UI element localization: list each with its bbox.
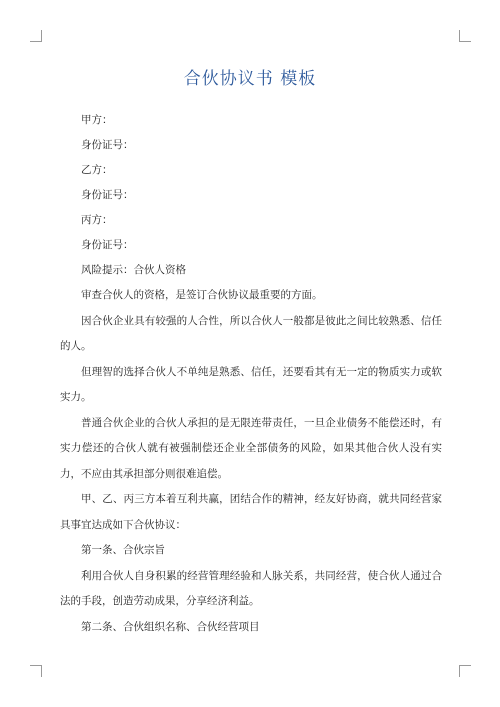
article-heading: 第二条、合伙组织名称、合伙经营项目 [81, 620, 260, 633]
paragraph: 甲、乙、丙三方本着互利共赢，团结合作的精神，经友好协商，就共同经营家具事宜达成如下合伙协议： [60, 493, 442, 531]
party-c-field: 丙方： [81, 214, 113, 226]
crop-mark-top-right [459, 30, 471, 42]
document-title: 合伙协议书 模板 [183, 69, 317, 89]
paragraph: 但理智的选择合伙人不单纯是熟悉、信任，还要看其有无一定的物质实力或软实力。 [60, 365, 442, 403]
party-a-id-field: 身份证号： [81, 139, 134, 151]
article-heading: 第一条、合伙宗旨 [81, 544, 165, 556]
crop-mark-bottom-right [459, 665, 471, 677]
paragraph: 利用合伙人自身积累的经营管理经验和人脉关系，共同经营，使合伙人通过合法的手段，创造劳动成果，分享经济利益。 [60, 569, 442, 607]
paragraph: 普通合伙企业的合伙人承担的是无限连带责任，一旦企业债务不能偿还时，有实力偿还的合伙人就有被强制偿还企业全部债务的风险，如果其他合伙人没有实力，不应由其承担部分则很难追偿。 [60, 416, 442, 480]
party-a-field: 甲方： [81, 114, 113, 126]
paragraph: 审查合伙人的资格，是签订合伙协议最重要的方面。 [81, 289, 323, 301]
document-body [60, 108, 442, 640]
risk-notice: 风险提示：合伙人资格 [81, 264, 186, 276]
party-b-id-field: 身份证号： [81, 189, 134, 201]
party-c-id-field: 身份证号： [81, 239, 134, 251]
party-b-field: 乙方： [81, 164, 113, 176]
paragraph: 因合伙企业具有较强的人合性，所以合伙人一般都是彼此之间比较熟悉、信任的人。 [60, 314, 442, 352]
crop-mark-top-left [30, 30, 42, 42]
crop-mark-bottom-left [30, 665, 42, 677]
